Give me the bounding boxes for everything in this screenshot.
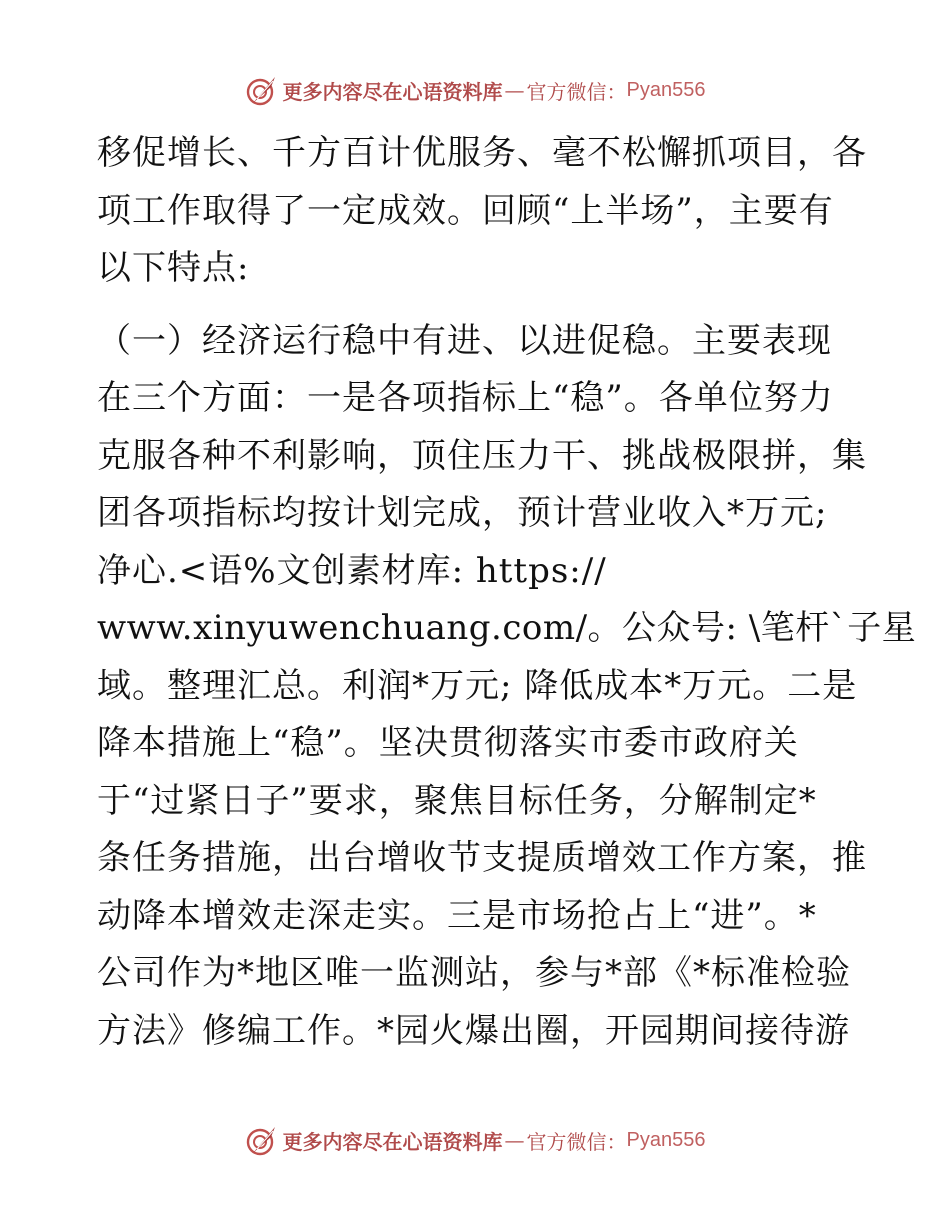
body-line: 净心.<语%文创素材库: https://: [97, 550, 607, 591]
body-line: 移促增长、千方百计优服务、毫不松懈抓项目，各: [97, 133, 867, 173]
quill-logo-icon: [245, 73, 279, 107]
banner-main-text: 更多内容尽在心语资料库: [282, 79, 503, 104]
body-line: 在三个方面：一是各项指标上“稳”。各单位努力: [97, 378, 834, 418]
body-line: 公司作为*地区唯一监测站，参与*部《*标准检验: [97, 953, 851, 993]
banner-main-text: 更多内容尽在心语资料库: [282, 1129, 503, 1154]
body-line: 于“过紧日子”要求，聚焦目标任务，分解制定*: [97, 780, 817, 821]
body-line: 域。整理汇总。利润*万元; 降低成本*万元。二是: [97, 665, 858, 706]
body-line: 团各项指标均按计划完成，预计营业收入*万元;: [97, 493, 828, 533]
banner-wechat-label: 官方微信：: [526, 79, 627, 104]
footer-banner: [0, 1120, 950, 1160]
body-line: 条任务措施，出台增收节支提质增效工作方案，推: [97, 838, 867, 878]
quill-logo-icon: [245, 1123, 279, 1157]
banner-wechat-id: Pyan556: [626, 1128, 706, 1151]
body-line: 以下特点:: [97, 248, 250, 288]
banner-wechat-id: Pyan556: [626, 78, 706, 101]
banner-separator: —: [504, 1128, 525, 1152]
section-heading-line: （一）经济运行稳中有进、以进促稳。主要表现: [97, 320, 832, 361]
body-line: www.xinyuwenchuang.com/。公众号: \笔杆`子星: [97, 608, 917, 648]
body-line: 克服各种不利影响，顶住压力干、挑战极限拼，集: [97, 435, 867, 476]
banner-separator: —: [504, 78, 525, 102]
body-line: 方法》修编工作。*园火爆出圈，开园期间接待游: [97, 1010, 850, 1051]
banner-wechat-label: 官方微信：: [526, 1129, 627, 1154]
body-line: 降本措施上“稳”。坚决贯彻落实市委市政府关: [97, 723, 799, 763]
body-line: 项工作取得了一定成效。回顾“上半场”，主要有: [97, 190, 834, 231]
body-line: 动降本增效走深走实。三是市场抢占上“进”。*: [97, 895, 817, 936]
header-banner: [0, 70, 950, 110]
document-body: [97, 125, 917, 1060]
